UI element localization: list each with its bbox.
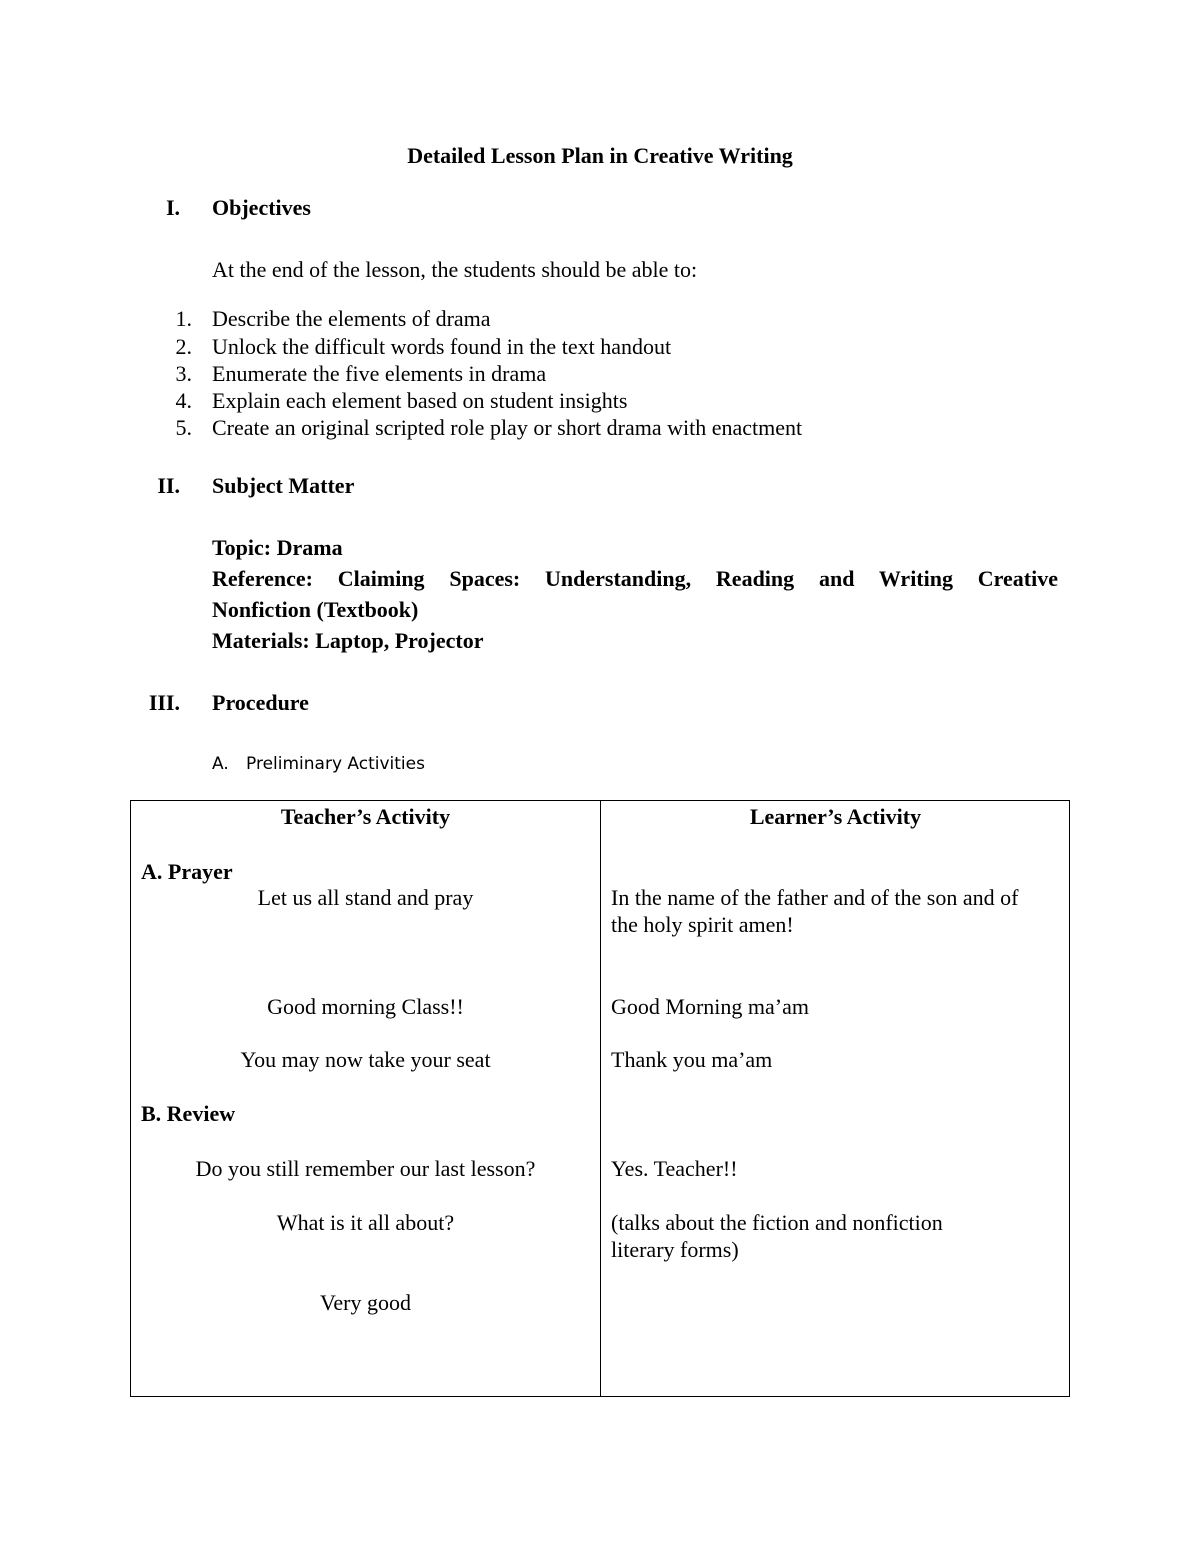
learner-line: In the name of the father and of the son and of (611, 885, 1019, 910)
objective-number: 1. (175, 306, 192, 331)
learner-activity-header: Learner’s Activity (749, 804, 922, 829)
reference-line: Reference: Claiming Spaces: Understanding, Reading and Writing Creative (212, 566, 1058, 591)
section-heading-objectives: Objectives (212, 195, 311, 220)
objective-number: 5. (175, 415, 192, 440)
section-numeral-subject-matter: II. (157, 473, 180, 498)
section-numeral-procedure: III. (148, 690, 180, 715)
objective-item: Unlock the difficult words found in the text handout (212, 334, 672, 359)
teacher-line: You may now take your seat (240, 1047, 491, 1072)
section-numeral-objectives: I. (165, 195, 180, 220)
objectives-intro: At the end of the lesson, the students should be able to: (212, 257, 698, 282)
review-label: B. Review (141, 1101, 236, 1126)
preliminary-activities-heading (212, 754, 425, 774)
prayer-label: A. Prayer (141, 859, 233, 884)
teacher-line: Let us all stand and pray (257, 885, 474, 910)
teacher-line: Do you still remember our last lesson? (195, 1156, 536, 1181)
section-heading-procedure: Procedure (212, 690, 309, 715)
teacher-line: What is it all about? (276, 1210, 455, 1235)
learner-line: Good Morning ma’am (611, 994, 809, 1019)
objective-number: 3. (175, 361, 192, 386)
objective-item: Enumerate the five elements in drama (212, 361, 547, 386)
reference-line-continued: Nonfiction (Textbook) (212, 597, 419, 622)
learner-line: Yes. Teacher!! (611, 1156, 738, 1181)
preliminary-activities-label: A. (212, 754, 229, 774)
learner-line: Thank you ma’am (611, 1047, 773, 1072)
section-heading-subject-matter: Subject Matter (212, 473, 355, 498)
preliminary-activities-text: Preliminary Activities (246, 754, 425, 774)
objective-number: 2. (175, 334, 192, 359)
learner-line: literary forms) (611, 1237, 739, 1262)
table-column-divider (600, 800, 601, 1397)
teacher-activity-header: Teacher’s Activity (280, 804, 451, 829)
objective-number: 4. (175, 388, 192, 413)
materials-line: Materials: Laptop, Projector (212, 628, 484, 653)
objective-item: Create an original scripted role play or short drama with enactment (212, 415, 803, 440)
document-title: Detailed Lesson Plan in Creative Writing (407, 143, 793, 168)
learner-line: (talks about the fiction and nonfiction (611, 1210, 943, 1235)
learner-line: the holy spirit amen! (611, 912, 794, 937)
teacher-line: Very good (319, 1290, 412, 1315)
objective-item: Explain each element based on student insights (212, 388, 628, 413)
objective-item: Describe the elements of drama (212, 306, 491, 331)
teacher-line: Good morning Class!! (267, 994, 464, 1019)
topic-line: Topic: Drama (212, 535, 343, 560)
